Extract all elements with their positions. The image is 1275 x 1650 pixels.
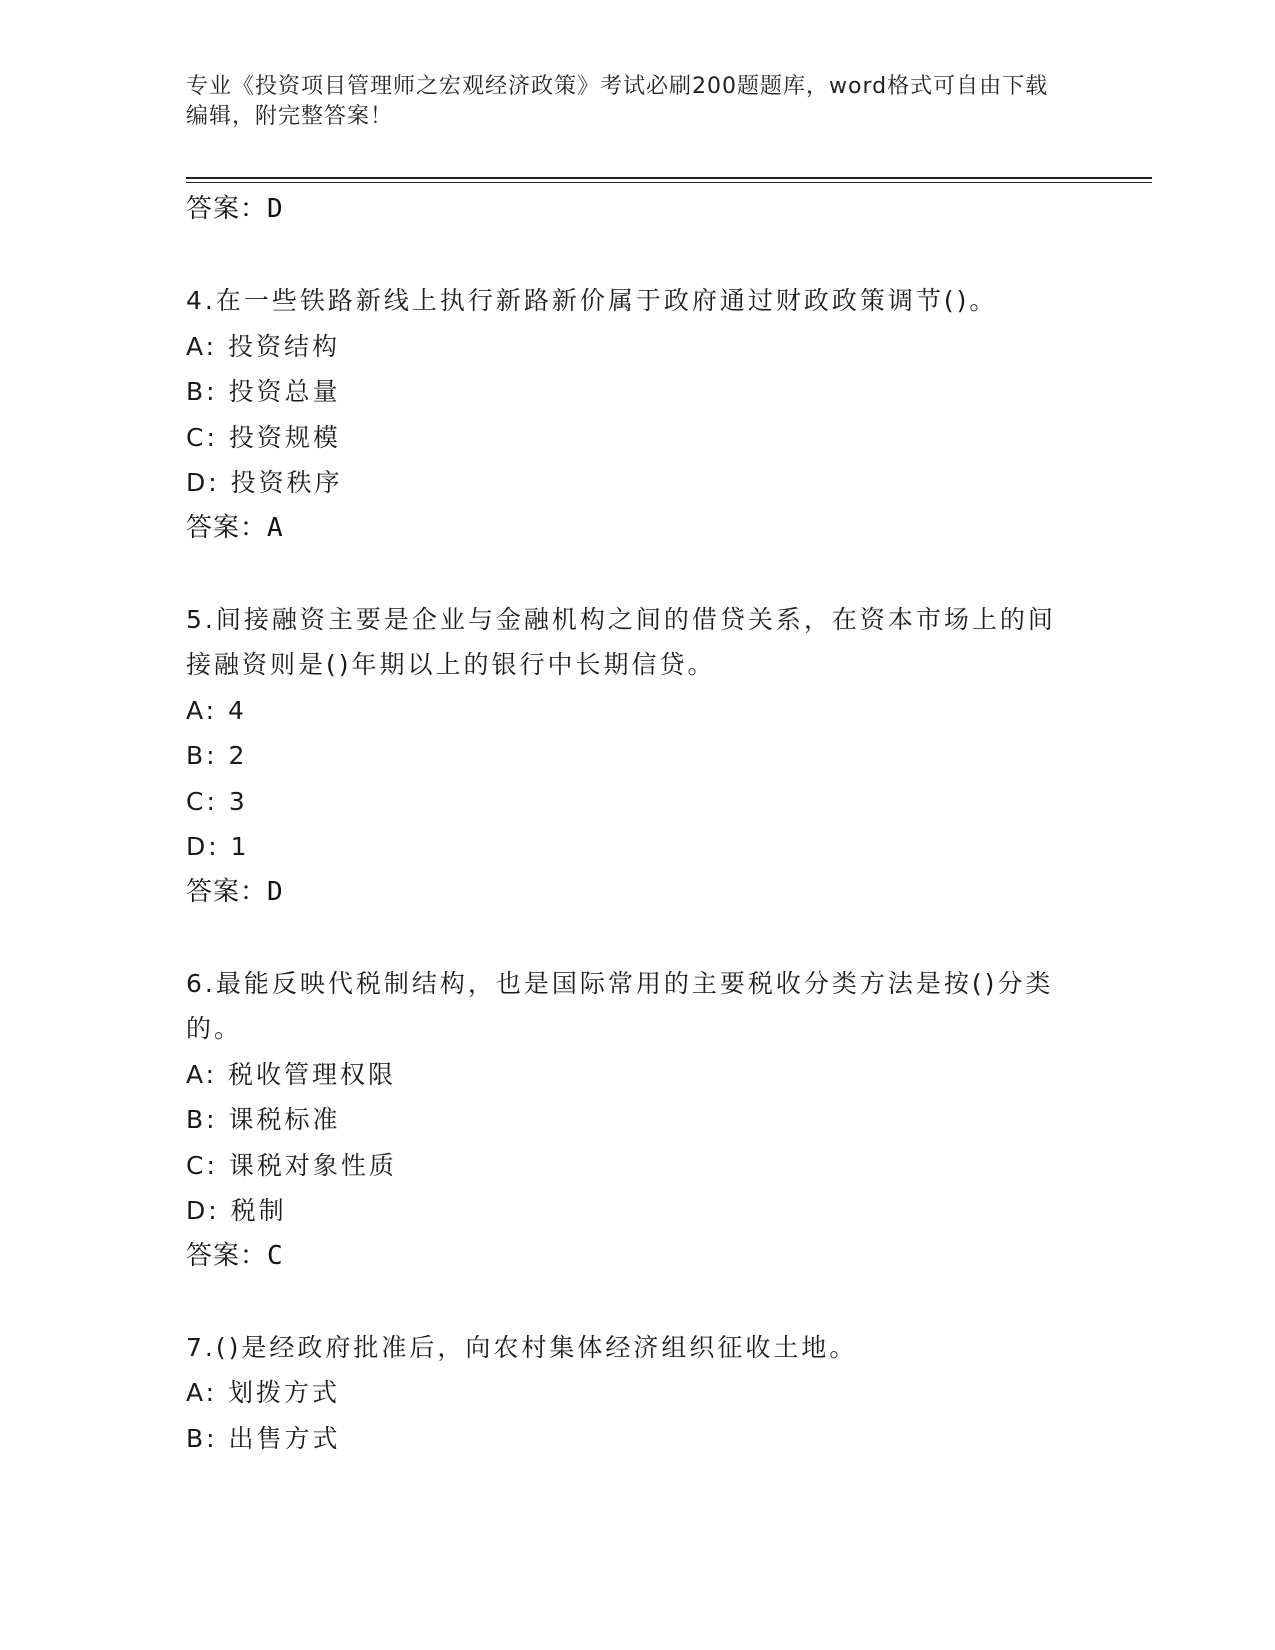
- question-6-text: 6.最能反映代税制结构，也是国际常用的主要税收分类方法是按()分类的。: [186, 968, 1054, 1043]
- spacer: [186, 1279, 1086, 1325]
- spacer: [186, 233, 1086, 279]
- question-6-option-d: D: 税制: [186, 1196, 287, 1225]
- question-4-text: 4.在一些铁路新线上执行新路新价属于政府通过财政政策调节()。: [186, 286, 998, 315]
- answer-3: 答案：D: [186, 194, 284, 224]
- header-rule-thick: [186, 177, 1152, 179]
- question-4-option-d: D: 投资秩序: [186, 468, 343, 497]
- document-body: [186, 187, 1086, 1461]
- question-7-text: 7.()是经政府批准后，向农村集体经济组织征收土地。: [186, 1332, 858, 1362]
- question-7-option-a: A: 划拨方式: [186, 1378, 341, 1407]
- question-6-option-c: C: 课税对象性质: [186, 1150, 397, 1180]
- question-7-option-b: B: 出售方式: [186, 1423, 341, 1453]
- question-5-option-b: B: 2: [186, 741, 248, 770]
- question-5-answer: 答案：D: [186, 876, 284, 907]
- spacer: [186, 915, 1086, 961]
- header-rule-thin: [186, 182, 1152, 183]
- document-header: 专业《投资项目管理师之宏观经济政策》考试必刷200题题库，word格式可自由下载编辑，附完整答案！: [186, 74, 1049, 129]
- question-4-answer: 答案：A: [186, 512, 284, 543]
- question-5-option-c: C: 3: [186, 786, 248, 816]
- question-5-option-d: D: 1: [186, 832, 250, 861]
- question-6-option-a: A: 税收管理权限: [186, 1059, 397, 1089]
- question-4-option-b: B: 投资总量: [186, 377, 341, 406]
- question-5-option-a: A: 4: [186, 695, 247, 725]
- question-6-option-b: B: 课税标准: [186, 1105, 341, 1134]
- question-4-option-a: A: 投资结构: [186, 331, 341, 361]
- question-5-text: 5.间接融资主要是企业与金融机构之间的借贷关系，在资本市场上的间接融资则是()年期以上的银行中长期信贷。: [186, 604, 1056, 679]
- question-6-answer: 答案：C: [186, 1240, 284, 1271]
- spacer: [186, 551, 1086, 597]
- question-4-option-c: C: 投资规模: [186, 422, 341, 452]
